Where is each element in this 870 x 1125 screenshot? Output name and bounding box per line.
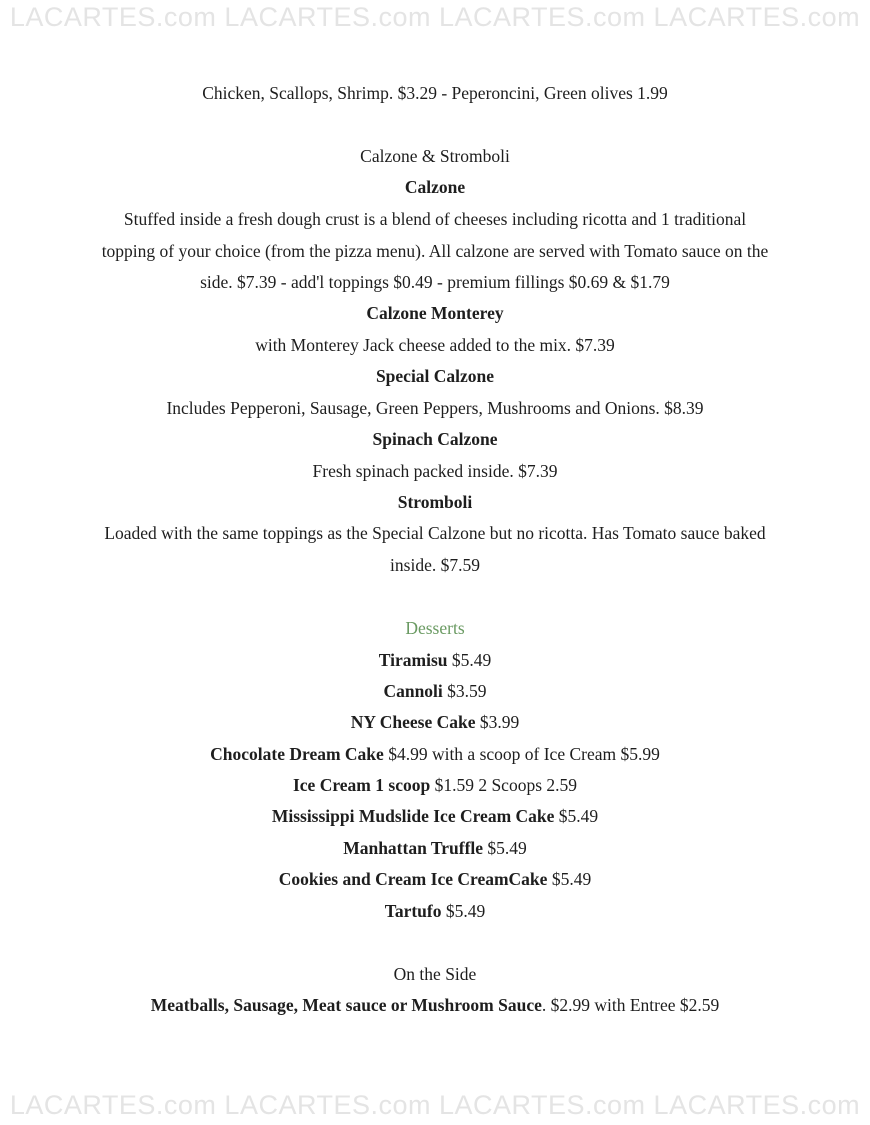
- watermark-bottom: LACARTES.com LACARTES.com LACARTES.com LACARTES.com: [9, 1090, 861, 1120]
- dessert-item: [60, 869, 810, 890]
- dessert-item: [60, 681, 810, 702]
- dessert-name: Cookies and Cream Ice CreamCake: [278, 869, 548, 889]
- dessert-item: [60, 650, 810, 671]
- dessert-name: Chocolate Dream Cake: [210, 744, 384, 764]
- calzone-stromboli-heading: Calzone & Stromboli: [360, 146, 510, 166]
- dessert-price: $5.49: [447, 650, 492, 670]
- side-price: . $2.99 with Entree $2.59: [541, 995, 720, 1015]
- on-the-side-heading: On the Side: [393, 964, 477, 984]
- dessert-name: Cannoli: [383, 681, 443, 701]
- dessert-price: $5.49: [547, 869, 592, 889]
- dessert-name: Ice Cream 1 scoop: [292, 775, 431, 795]
- spinach-calzone-title: Spinach Calzone: [372, 429, 498, 449]
- calzone-desc-line: topping of your choice (from the pizza menu). All calzone are served with Tomato sauce on the: [101, 241, 769, 261]
- dessert-price: $5.49: [554, 806, 599, 826]
- calzone-desc-line: side. $7.39 - add'l toppings $0.49 - premium fillings $0.69 & $1.79: [200, 272, 670, 292]
- dessert-name: Tartufo: [384, 901, 442, 921]
- dessert-price: $1.59 2 Scoops 2.59: [430, 775, 578, 795]
- dessert-item: [60, 901, 810, 922]
- calzone-desc-line: Stuffed inside a fresh dough crust is a blend of cheeses including ricotta and 1 traditional: [123, 209, 747, 229]
- dessert-item: [60, 806, 810, 827]
- dessert-price: $4.99 with a scoop of Ice Cream $5.99: [383, 744, 660, 764]
- calzone-title: Calzone: [404, 177, 466, 197]
- spinach-calzone-desc: Fresh spinach packed inside. $7.39: [312, 461, 558, 481]
- calzone-monterey-title: Calzone Monterey: [366, 303, 504, 323]
- stromboli-desc-line: inside. $7.59: [390, 555, 480, 575]
- dessert-item: [60, 838, 810, 859]
- dessert-name: Tiramisu: [378, 650, 448, 670]
- dessert-item: [60, 712, 810, 733]
- side-item: [60, 995, 810, 1016]
- calzone-monterey-desc: with Monterey Jack cheese added to the mix. $7.39: [255, 335, 615, 355]
- dessert-item: [60, 775, 810, 796]
- dessert-name: Mississippi Mudslide Ice Cream Cake: [271, 806, 555, 826]
- special-calzone-desc: Includes Pepperoni, Sausage, Green Peppers, Mushrooms and Onions. $8.39: [166, 398, 704, 418]
- special-calzone-title: Special Calzone: [375, 366, 495, 386]
- side-name: Meatballs, Sausage, Meat sauce or Mushroom Sauce: [150, 995, 542, 1015]
- desserts-heading: Desserts: [405, 618, 465, 638]
- stromboli-desc-line: Loaded with the same toppings as the Special Calzone but no ricotta. Has Tomato sauce baked: [104, 523, 766, 543]
- watermark-top: LACARTES.com LACARTES.com LACARTES.com LACARTES.com: [9, 2, 861, 32]
- dessert-price: $3.59: [442, 681, 487, 701]
- dessert-price: $3.99: [475, 712, 520, 732]
- dessert-name: Manhattan Truffle: [343, 838, 484, 858]
- dessert-item: [60, 744, 810, 765]
- dessert-price: $5.49: [483, 838, 527, 858]
- dessert-name: NY Cheese Cake: [350, 712, 476, 732]
- dessert-price: $5.49: [441, 901, 486, 921]
- stromboli-title: Stromboli: [397, 492, 473, 512]
- toppings-price-line: Chicken, Scallops, Shrimp. $3.29 - Peperoncini, Green olives 1.99: [202, 83, 668, 103]
